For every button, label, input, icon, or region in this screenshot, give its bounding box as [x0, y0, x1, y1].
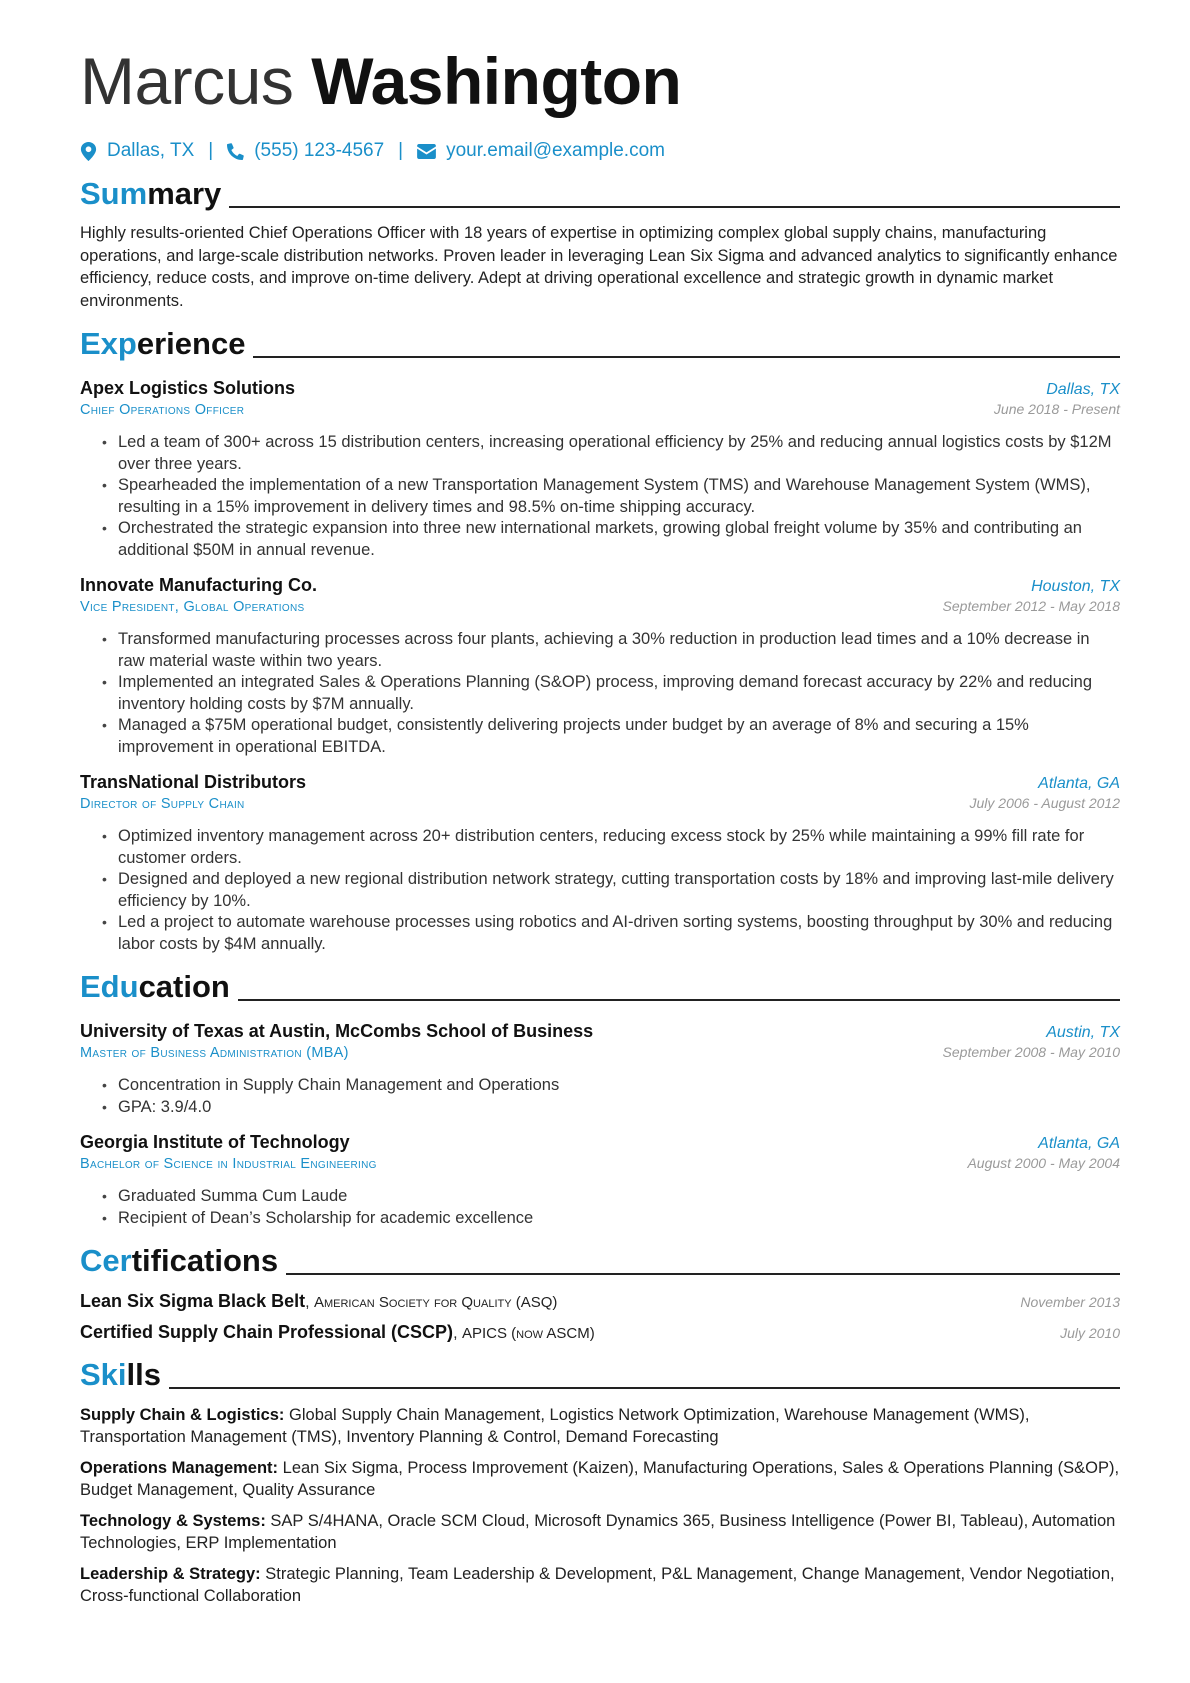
bullet-list — [80, 1186, 1120, 1229]
skill-group — [80, 1404, 1120, 1448]
certification-date: July 2010 — [1060, 1325, 1120, 1341]
bullet-item: • Designed and deployed a new regional distribution network strategy, cutting transportation costs by 18% and improving last-mile delivery efficiency by 10%. — [118, 869, 1120, 912]
candidate-name — [80, 36, 1120, 126]
envelope-icon — [417, 144, 436, 159]
entry-role: Master of Business Administration (MBA) — [80, 1045, 349, 1061]
contact-phone — [227, 140, 384, 162]
organization-name: University of Texas at Austin, McCombs School of Business — [80, 1021, 594, 1041]
skills-list — [80, 1404, 1120, 1607]
certification-comma: , — [305, 1294, 314, 1311]
certification-comma: , — [453, 1325, 462, 1342]
section-title: Skills — [80, 1357, 161, 1392]
skill-category: Technology & Systems: — [80, 1512, 266, 1530]
skill-items: SAP S/4HANA, Oracle SCM Cloud, Microsoft Dynamics 365, Business Intelligence (Power BI, Tableau), Automation Technologies, ERP Implementation — [80, 1512, 1116, 1552]
entry-location: Dallas, TX — [1046, 381, 1120, 398]
bullet-item: • Graduated Summa Cum Laude — [118, 1186, 1120, 1208]
organization-name: Innovate Manufacturing Co. — [80, 575, 318, 595]
entry-dates: June 2018 - Present — [993, 401, 1120, 417]
certification-row — [80, 1291, 1120, 1312]
entry-header-row — [80, 770, 1120, 794]
last-name: Washington — [311, 44, 682, 118]
skill-group — [80, 1510, 1120, 1554]
section-rule — [238, 999, 1120, 1001]
bullet-item: • Transformed manufacturing processes across four plants, achieving a 30% reduction in production lead times and a 10% decrease in raw material waste within two years. — [118, 629, 1120, 672]
entry-dates: July 2006 - August 2012 — [969, 795, 1120, 811]
phone-icon — [227, 142, 244, 161]
education-entry — [80, 1130, 1120, 1229]
certification-left — [80, 1322, 595, 1343]
entry-location: Atlanta, GA — [1038, 1135, 1120, 1152]
summary-heading — [80, 174, 1120, 214]
contact-email — [417, 140, 665, 162]
organization-name: Apex Logistics Solutions — [80, 378, 296, 398]
bullet-item: • Managed a $75M operational budget, consistently delivering projects under budget by an average of 8% and securing a 15% improvement in operational EBITDA. — [118, 715, 1120, 758]
entry-role: Vice President, Global Operations — [80, 599, 305, 615]
bullet-item: • GPA: 3.9/4.0 — [118, 1097, 1120, 1119]
certifications-heading — [80, 1241, 1120, 1281]
resume-page — [80, 36, 1120, 1607]
certification-date: November 2013 — [1020, 1294, 1120, 1310]
skill-group — [80, 1563, 1120, 1607]
entry-role: Chief Operations Officer — [80, 402, 245, 418]
entry-subheader-row — [80, 794, 1120, 814]
organization-name: TransNational Distributors — [80, 772, 307, 792]
entry-dates: September 2012 - May 2018 — [942, 598, 1120, 614]
first-name: Marcus — [80, 44, 294, 118]
skill-items: Global Supply Chain Management, Logistics Network Optimization, Warehouse Management (WMS), Transportation Management (TMS), Inventory Planning & Control, Demand Forecasting — [80, 1406, 1030, 1446]
entry-header-row — [80, 376, 1120, 400]
bullet-item: • Led a team of 300+ across 15 distribution centers, increasing operational efficiency by 25% and reducing annual logistics costs by $12M over three years. — [118, 432, 1120, 475]
certification-issuer: American Society for Quality (ASQ) — [313, 1294, 558, 1311]
bullet-item: • Orchestrated the strategic expansion into three new international markets, growing global freight volume by 35% and contributing an additional $50M in annual revenue. — [118, 518, 1120, 561]
entry-subheader-row — [80, 1043, 1120, 1063]
entry-role: Bachelor of Science in Industrial Engineering — [80, 1156, 377, 1172]
bullet-item: • Concentration in Supply Chain Management and Operations — [118, 1075, 1120, 1097]
entry-header-row — [80, 573, 1120, 597]
education-heading — [80, 967, 1120, 1007]
experience-entry — [80, 770, 1120, 955]
bullet-list — [80, 1075, 1120, 1118]
bullet-list — [80, 432, 1120, 561]
map-pin-icon — [80, 142, 97, 161]
certification-left — [80, 1291, 557, 1312]
bullet-item: • Recipient of Dean’s Scholarship for academic excellence — [118, 1208, 1120, 1230]
email-link[interactable]: your.email@example.com — [446, 140, 665, 161]
entry-header-row — [80, 1130, 1120, 1154]
skill-category: Leadership & Strategy: — [80, 1565, 261, 1583]
bullet-item: • Spearheaded the implementation of a new Transportation Management System (TMS) and Warehouse Management System (WMS), resulting in a 15% improvement in delivery times and 98.5% on-time shipping accuracy. — [118, 475, 1120, 518]
education-list — [80, 1019, 1120, 1229]
section-rule — [286, 1273, 1120, 1275]
experience-entry — [80, 376, 1120, 561]
bullet-list — [80, 826, 1120, 955]
section-rule — [253, 356, 1120, 358]
certification-row — [80, 1322, 1120, 1343]
summary-text: Highly results-oriented Chief Operations Officer with 18 years of expertise in optimizing complex global supply chains, manufacturing operations, and large-scale distribution networks. Proven leader in leveraging Lean Six Sigma and advanced analytics to significantly enhance efficiency, reduce costs, and improve on-time delivery. Adept at driving operational excellence and strategic growth in dynamic market environments. — [80, 224, 1118, 310]
entry-dates: August 2000 - May 2004 — [967, 1155, 1120, 1171]
skill-category: Supply Chain & Logistics: — [80, 1406, 285, 1424]
entry-location: Austin, TX — [1046, 1024, 1120, 1041]
section-rule — [229, 206, 1120, 208]
bullet-list — [80, 629, 1120, 758]
section-title: Certifications — [80, 1243, 279, 1278]
skill-category: Operations Management: — [80, 1459, 279, 1477]
entry-subheader-row — [80, 597, 1120, 617]
separator: | — [208, 140, 214, 161]
bullet-item: • Led a project to automate warehouse processes using robotics and AI-driven sorting systems, boosting throughput by 30% and reducing labor costs by $4M annually. — [118, 912, 1120, 955]
bullet-item: • Implemented an integrated Sales & Operations Planning (S&OP) process, improving demand forecast accuracy by 22% and reducing inventory holding costs by $7M annually. — [118, 672, 1120, 715]
entry-dates: September 2008 - May 2010 — [942, 1044, 1120, 1060]
entry-subheader-row — [80, 1154, 1120, 1174]
contact-line — [80, 136, 1120, 166]
section-rule — [169, 1387, 1120, 1389]
location-text: Dallas, TX — [107, 140, 195, 161]
certifications-list — [80, 1291, 1120, 1343]
skill-items: Strategic Planning, Team Leadership & Development, P&L Management, Change Management, Vendor Negotiation, Cross-functional Collaboration — [80, 1565, 1115, 1605]
section-title: Summary — [80, 176, 222, 211]
separator: | — [398, 140, 404, 161]
organization-name: Georgia Institute of Technology — [80, 1132, 350, 1152]
certification-name: Certified Supply Chain Professional (CSCP) — [80, 1322, 454, 1342]
certification-issuer: APICS (now ASCM) — [461, 1325, 595, 1342]
skill-items: Lean Six Sigma, Process Improvement (Kaizen), Manufacturing Operations, Sales & Operations Planning (S&OP), Budget Management, Quality Assurance — [80, 1459, 1120, 1499]
bullet-item: • Optimized inventory management across 20+ distribution centers, reducing excess stock by 25% while maintaining a 99% fill rate for customer orders. — [118, 826, 1120, 869]
section-title: Education — [80, 969, 230, 1004]
experience-entry — [80, 573, 1120, 758]
skills-heading — [80, 1355, 1120, 1395]
education-entry — [80, 1019, 1120, 1118]
entry-subheader-row — [80, 400, 1120, 420]
phone-link[interactable]: (555) 123-4567 — [254, 140, 385, 161]
entry-role: Director of Supply Chain — [80, 796, 245, 812]
entry-location: Houston, TX — [1031, 578, 1120, 595]
entry-location: Atlanta, GA — [1038, 775, 1120, 792]
experience-heading — [80, 324, 1120, 364]
experience-list — [80, 376, 1120, 955]
section-title: Experience — [80, 326, 246, 361]
skill-group — [80, 1457, 1120, 1501]
contact-location — [80, 140, 194, 162]
entry-header-row — [80, 1019, 1120, 1043]
certification-name: Lean Six Sigma Black Belt — [80, 1291, 306, 1311]
